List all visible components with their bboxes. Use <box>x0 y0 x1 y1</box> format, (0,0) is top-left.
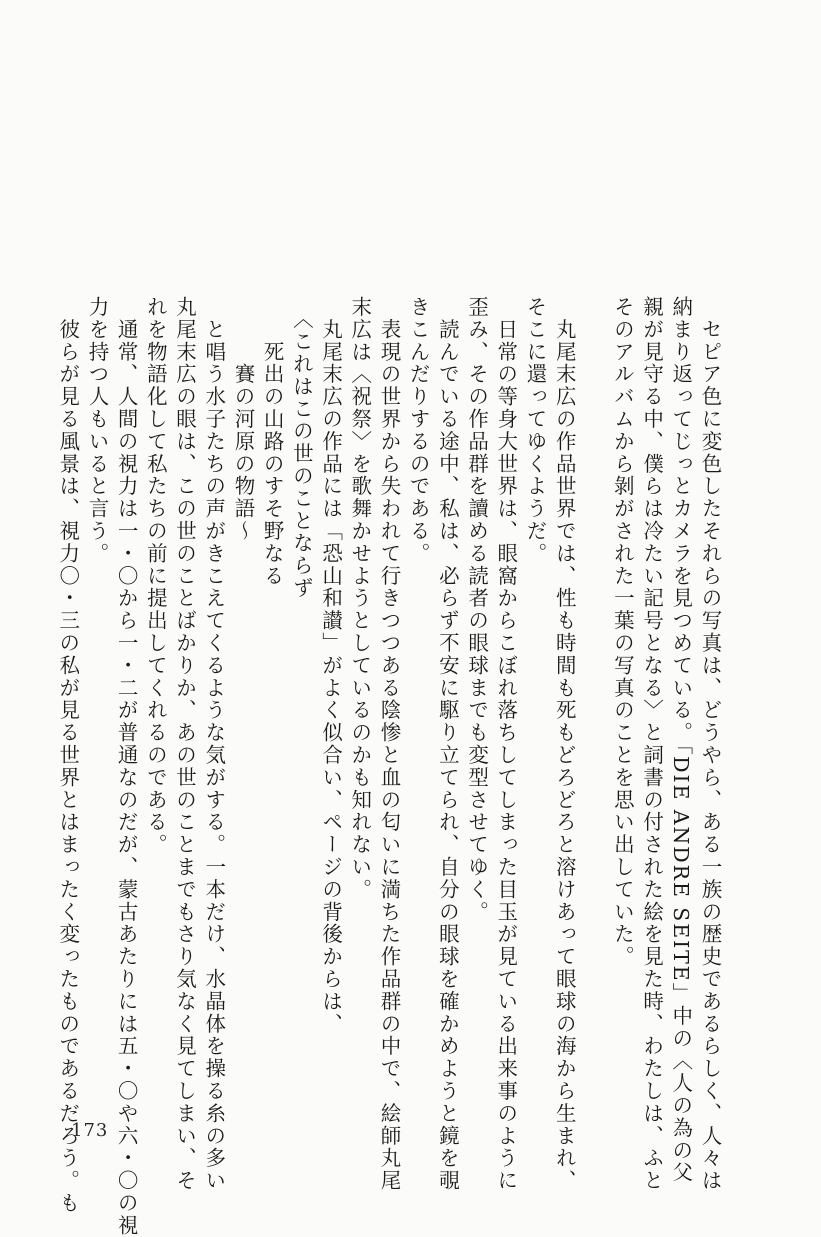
text-line: 表現の世界から失われて行きつつある陰惨と血の匂いに満ちた作品群の中で、絵師丸尾 <box>376 296 401 1192</box>
text-line: 力を持つ人もいると言う。 <box>84 296 109 565</box>
text-line: セピア色に変色したそれらの写真は、どうやら、ある一族の歴史であるらしく、人々は <box>698 296 722 1192</box>
text-line: と唱う水子たちの声がきこえてくるような気がする。一本だけ、水晶体を操る糸の多い <box>201 296 226 1192</box>
paragraph-gap <box>578 296 607 1066</box>
text-line: 丸尾末広の作品には「恐山和讃」がよく似合い、ページの背後からは、 <box>318 296 343 1036</box>
text-line: 丸尾末広の眼は、この世のことばかりか、あの世のことまでもさり気なく見てしまい、そ <box>172 296 197 1192</box>
text-line: 賽の河原の物語〜 <box>230 296 255 543</box>
text-line: 納まり返ってじっとカメラを見つめている。「DIE ANDRE SEITE」中の〈人の為の父 <box>668 296 693 1185</box>
text-line: 読んでいる途中、私は、必らず不安に駆り立てられ、自分の眼球を確かめようと鏡を覗 <box>435 296 460 1192</box>
page-number: 173 <box>71 1120 109 1141</box>
text-line: 死出の山路のすそ野なる <box>260 296 285 588</box>
text-line: 日常の等身大世界は、眼窩からこぼれ落ちしてしまった目玉が見ている出来事のように <box>493 296 518 1192</box>
text-line: 歪み、その作品群を讀める読者の眼球までも変型させてゆく。 <box>464 296 489 924</box>
text-line: きこんだりするのである。 <box>406 296 431 565</box>
text-line: 通常、人間の視力は一・〇から一・二が普通なのだが、蒙古あたりには五・〇や六・〇の視 <box>114 296 139 1237</box>
text-line: 丸尾末広の作品世界では、性も時間も死もどろどろと溶けあって眼球の海から生まれ、 <box>552 296 577 1192</box>
text-line: 〈これはこの世のことならず <box>289 296 314 600</box>
text-line: 彼らが見る風景は、視力〇・三の私が見る世界とはまったく変ったものであるだろう。も <box>55 296 80 1215</box>
text-line: 親が見守る中、僕らは冷たい記号となる〉と詞書の付された絵を見た時、わたしは、ふと <box>639 296 664 1192</box>
text-line: そこに還ってゆくようだ。 <box>522 296 547 565</box>
text-line: 末広は〈祝祭〉を歌舞かせようとしているのかも知れない。 <box>347 296 372 901</box>
text-line: れを物語化して私たちの前に提出してくれるのである。 <box>143 296 168 856</box>
text-line: そのアルバムから剝がされた一葉の写真のことを思い出していた。 <box>610 296 635 968</box>
